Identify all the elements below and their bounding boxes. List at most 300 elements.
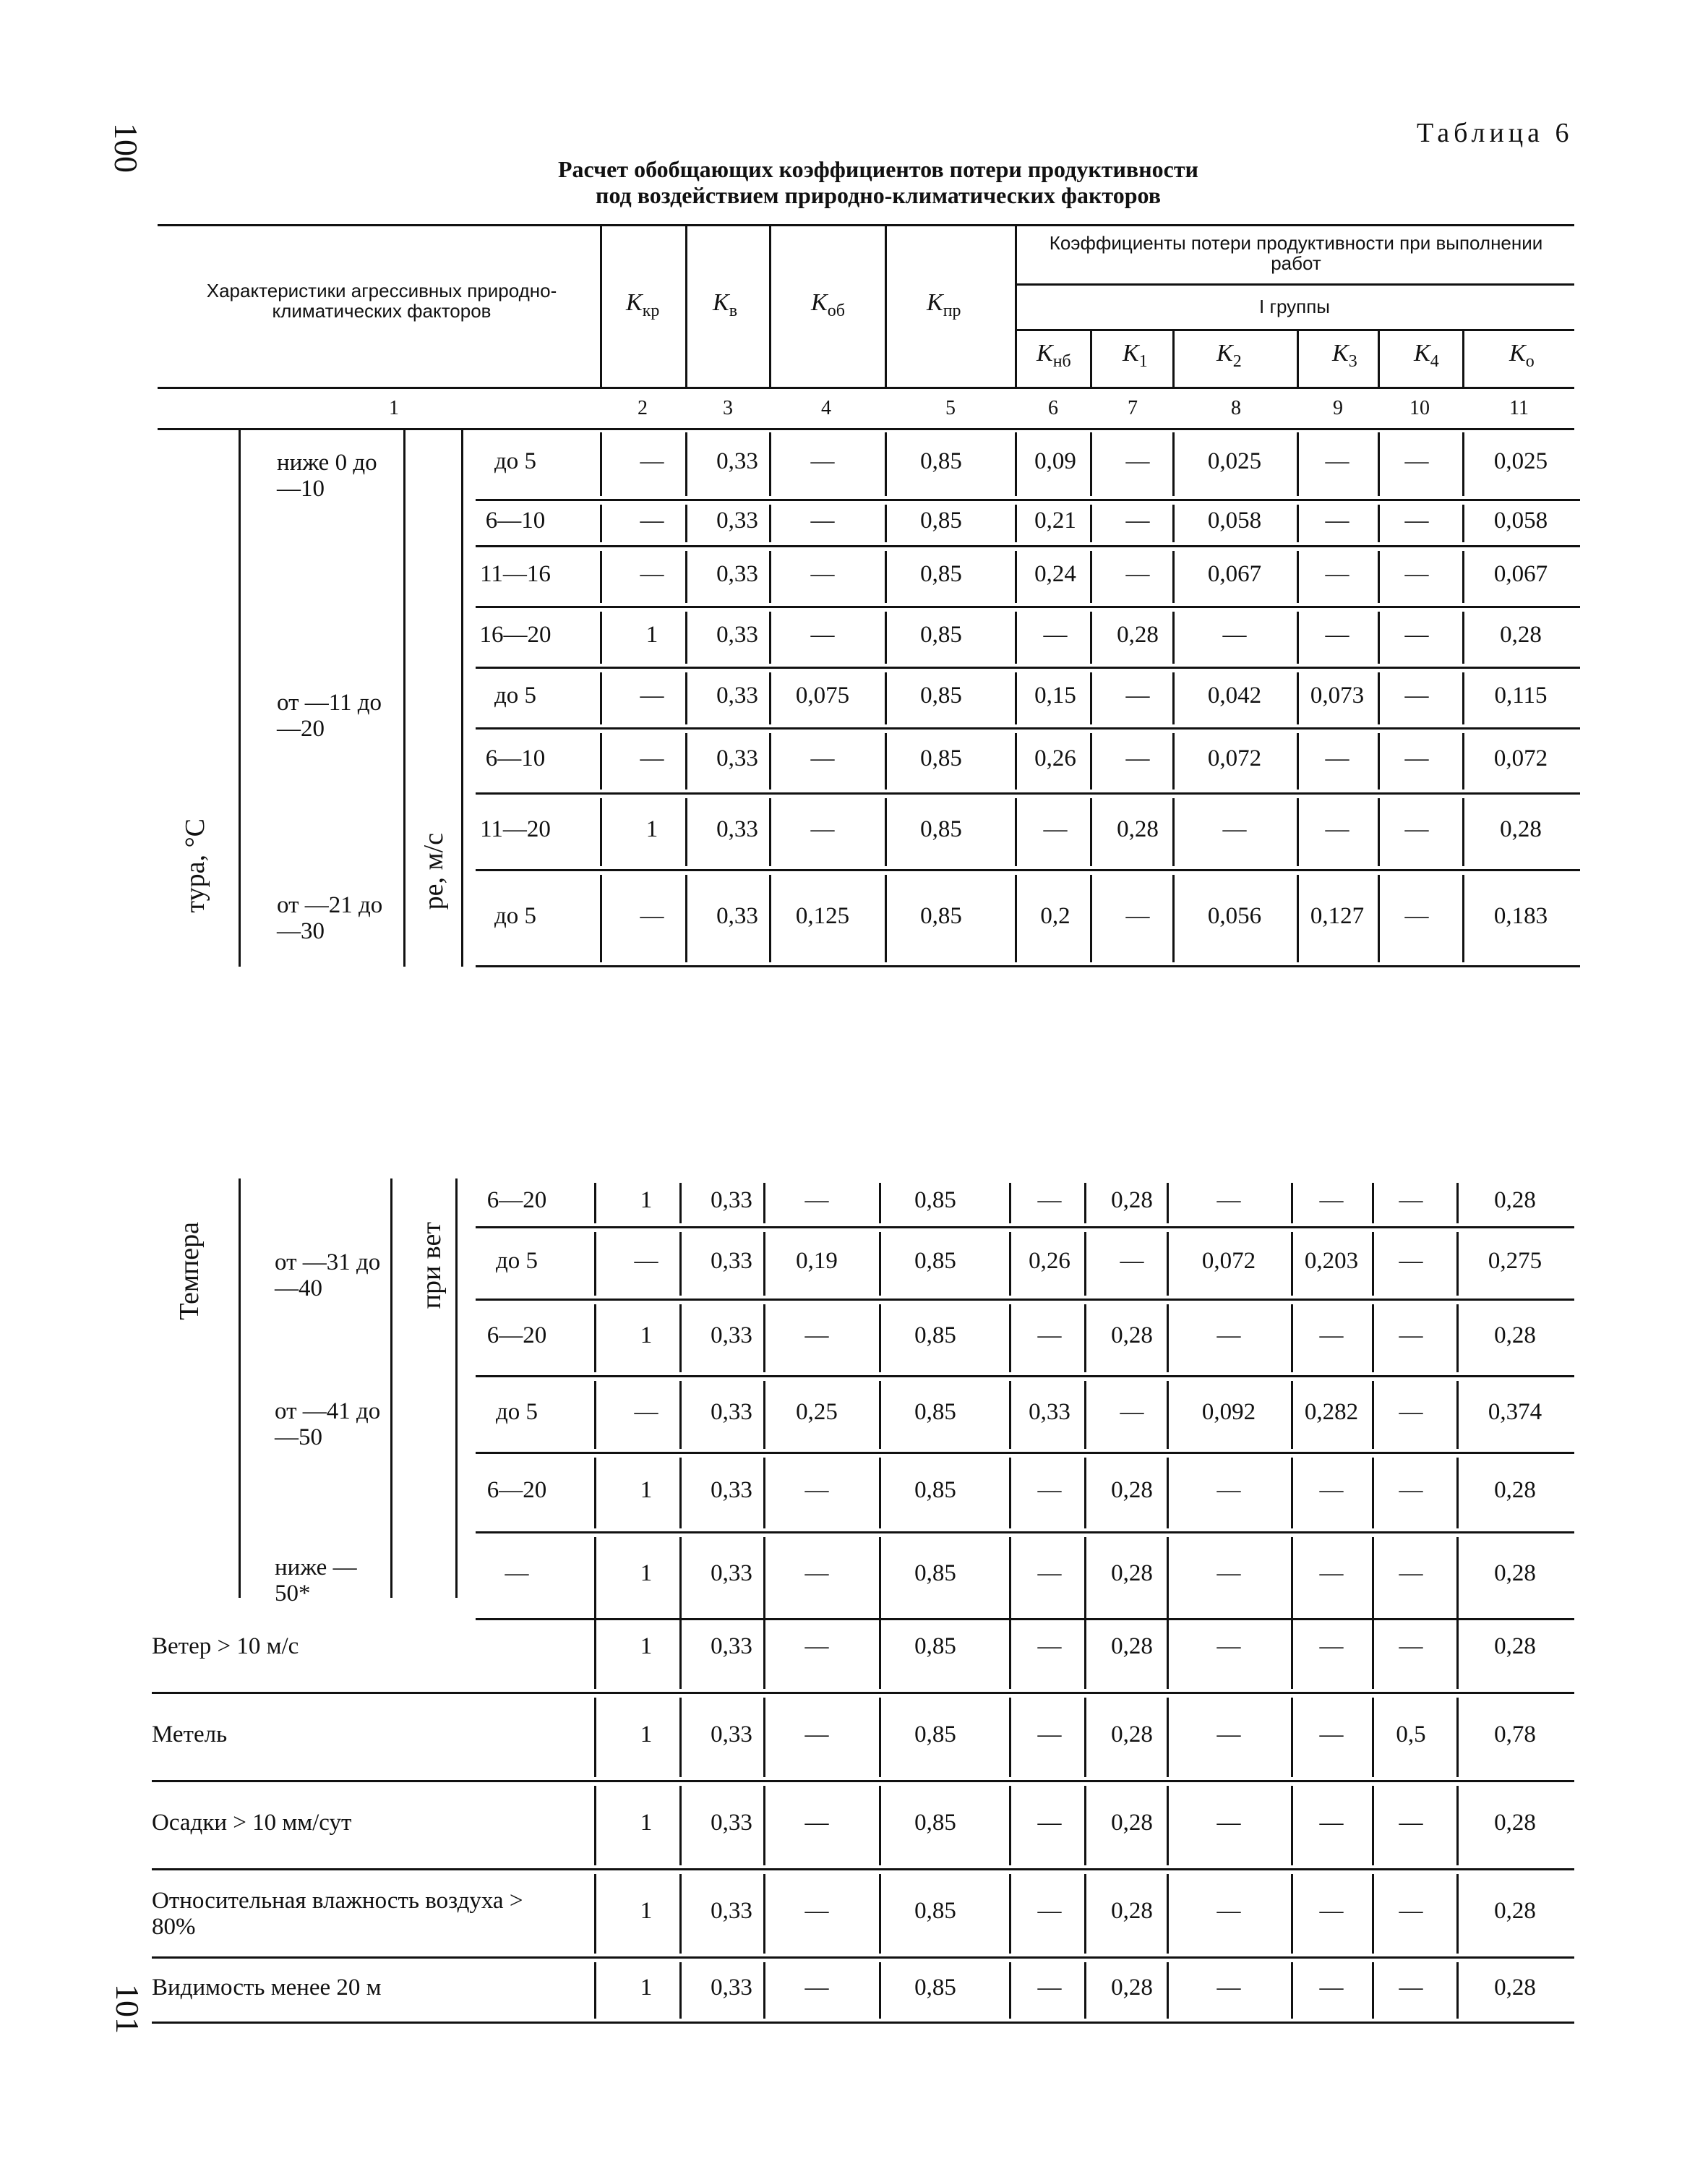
col-num-5: 5 <box>945 397 956 419</box>
value-cell: — <box>1216 1322 1241 1348</box>
table-row <box>152 1453 1574 1533</box>
value-cell: 0,072 <box>1207 745 1262 771</box>
value-cell: 0,85 <box>914 1898 956 1924</box>
value-cell: — <box>640 508 664 534</box>
wind-range: до 5 <box>494 448 537 474</box>
value-cell: — <box>1319 1975 1344 2001</box>
header-k4: $K_4$ <box>1414 340 1439 371</box>
value-cell: 0,85 <box>914 1633 956 1659</box>
table-row <box>158 428 1580 500</box>
column-divider <box>594 1304 596 1372</box>
value-cell: 0,203 <box>1304 1248 1359 1274</box>
side-column-divider <box>239 428 241 967</box>
column-divider <box>879 1609 881 1689</box>
value-cell: — <box>1216 1810 1241 1836</box>
value-cell: — <box>1037 1721 1062 1747</box>
wind-range: 11—20 <box>480 816 551 842</box>
value-cell: 1 <box>640 1975 653 2001</box>
value-cell: — <box>1319 1721 1344 1747</box>
column-divider <box>1015 505 1017 542</box>
wind-range: — <box>505 1560 529 1586</box>
table-row <box>152 1870 1574 1958</box>
value-cell: — <box>1125 745 1150 771</box>
column-divider <box>1291 1609 1293 1689</box>
value-cell: — <box>1319 1633 1344 1659</box>
column-divider <box>1172 432 1175 496</box>
column-divider <box>1291 1232 1293 1296</box>
column-divider <box>1172 798 1175 866</box>
column-divider <box>1084 1458 1086 1528</box>
column-divider <box>879 1183 881 1223</box>
column-divider <box>1372 1304 1374 1372</box>
column-divider <box>1297 612 1299 664</box>
value-cell: 0,025 <box>1207 448 1262 474</box>
wind-range: до 5 <box>494 683 537 709</box>
value-cell: — <box>1399 1477 1423 1503</box>
table-label: Таблица 6 <box>1417 118 1574 148</box>
col-num-2: 2 <box>638 397 648 419</box>
table-row <box>158 607 1580 668</box>
column-divider <box>1009 1609 1011 1689</box>
col-num-11: 11 <box>1509 397 1529 419</box>
page-number-bottom: 101 <box>109 1984 146 2034</box>
value-cell: — <box>1399 1560 1423 1586</box>
column-divider <box>879 1381 881 1449</box>
column-divider <box>600 505 602 542</box>
value-cell: — <box>1222 816 1247 842</box>
value-cell: — <box>1216 1975 1241 2001</box>
value-cell: — <box>1325 448 1349 474</box>
value-cell: 0,025 <box>1493 448 1548 474</box>
wind-range: 16—20 <box>479 622 552 648</box>
table-row <box>158 500 1580 547</box>
column-divider <box>763 1698 765 1777</box>
column-divider <box>1167 1232 1169 1296</box>
value-cell: 1 <box>640 1633 653 1659</box>
column-divider <box>1291 1183 1293 1223</box>
table-row <box>158 870 1580 967</box>
column-divider <box>763 1458 765 1528</box>
value-cell: 0,33 <box>711 1187 752 1213</box>
value-cell: 0,33 <box>716 622 758 648</box>
column-divider <box>1456 1304 1459 1372</box>
column-divider <box>1372 1232 1374 1296</box>
value-cell: 0,28 <box>1111 1477 1153 1503</box>
table-row <box>152 1300 1574 1377</box>
table-title <box>372 156 1384 208</box>
column-divider <box>885 612 887 664</box>
value-cell: 0,28 <box>1111 1187 1153 1213</box>
value-cell: 0,28 <box>1111 1322 1153 1348</box>
column-divider <box>1372 1698 1374 1777</box>
side-column-divider <box>455 1178 458 1598</box>
value-cell: 0,33 <box>711 1975 752 2001</box>
col-num-3: 3 <box>723 397 733 419</box>
value-cell: 0,85 <box>914 1477 956 1503</box>
column-divider <box>600 551 602 603</box>
value-cell: — <box>1399 1187 1423 1213</box>
value-cell: — <box>1037 1633 1062 1659</box>
value-cell: — <box>1319 1810 1344 1836</box>
table-row <box>158 668 1580 742</box>
column-divider <box>879 1698 881 1777</box>
column-divider <box>763 1786 765 1865</box>
value-cell: 0,28 <box>1494 1560 1536 1586</box>
value-cell: — <box>804 1187 829 1213</box>
header-k-pr: $K_{пр}$ <box>927 289 961 320</box>
column-divider <box>1378 672 1380 724</box>
value-cell: — <box>810 561 835 587</box>
column-divider <box>769 505 771 542</box>
column-divider <box>1009 1698 1011 1777</box>
column-divider <box>1090 875 1092 962</box>
header-k-kr: $K_{кр}$ <box>626 289 660 320</box>
table-row <box>152 1377 1574 1453</box>
column-divider <box>769 672 771 724</box>
value-cell: — <box>804 1560 829 1586</box>
column-divider <box>1009 1458 1011 1528</box>
column-divider <box>1456 1786 1459 1865</box>
column-divider <box>594 1183 596 1223</box>
wind-range: 6—10 <box>485 745 546 771</box>
column-divider <box>685 551 687 603</box>
column-divider <box>879 1537 881 1615</box>
column-divider <box>1009 1874 1011 1954</box>
column-divider <box>1090 612 1092 664</box>
value-cell: 0,058 <box>1207 508 1262 534</box>
value-cell: 0,072 <box>1201 1248 1256 1274</box>
value-cell: — <box>1216 1898 1241 1924</box>
column-divider <box>1015 733 1017 790</box>
column-divider <box>1291 1537 1293 1615</box>
wind-range: 6—20 <box>486 1477 547 1503</box>
column-divider <box>1291 1786 1293 1865</box>
column-divider <box>1167 1381 1169 1449</box>
value-cell: — <box>1399 1810 1423 1836</box>
column-divider <box>679 1874 682 1954</box>
row-label: Метель <box>152 1721 228 1747</box>
wind-range: до 5 <box>495 1399 538 1425</box>
col-num-10: 10 <box>1409 397 1430 419</box>
column-divider <box>1372 1609 1374 1689</box>
value-cell: 0,26 <box>1029 1248 1070 1274</box>
value-cell: — <box>1037 1975 1062 2001</box>
column-divider <box>1009 1304 1011 1372</box>
column-divider <box>769 733 771 790</box>
row-label: Ветер > 10 м/с <box>152 1633 299 1659</box>
value-cell: — <box>1216 1477 1241 1503</box>
value-cell: — <box>1125 448 1150 474</box>
value-cell: — <box>1404 561 1429 587</box>
table-row <box>158 547 1580 607</box>
row-label: Осадки > 10 мм/сут <box>152 1810 352 1836</box>
column-divider <box>1378 798 1380 866</box>
value-cell: 0,28 <box>1494 1810 1536 1836</box>
column-divider <box>1090 733 1092 790</box>
value-cell: 0,28 <box>1494 1975 1536 2001</box>
value-cell: 0,33 <box>711 1560 752 1586</box>
table-row <box>152 1958 1574 2023</box>
value-cell: 0,85 <box>920 745 962 771</box>
value-cell: 0,28 <box>1494 1187 1536 1213</box>
value-cell: 0,28 <box>1111 1898 1153 1924</box>
col-num-1: 1 <box>389 397 399 419</box>
value-cell: — <box>804 1721 829 1747</box>
value-cell: — <box>1404 508 1429 534</box>
value-cell: 0,072 <box>1493 745 1548 771</box>
value-cell: — <box>1319 1560 1344 1586</box>
column-divider <box>1456 1381 1459 1449</box>
column-divider <box>1172 733 1175 790</box>
column-divider <box>1372 1786 1374 1865</box>
wind-range: 6—20 <box>486 1187 547 1213</box>
value-cell: 0,85 <box>920 561 962 587</box>
value-cell: — <box>1216 1187 1241 1213</box>
value-cell: — <box>640 745 664 771</box>
column-divider <box>594 1381 596 1449</box>
column-divider <box>879 1786 881 1865</box>
column-divider <box>1167 1609 1169 1689</box>
column-divider <box>1456 1698 1459 1777</box>
value-cell: 0,33 <box>711 1322 752 1348</box>
column-divider <box>1084 1381 1086 1449</box>
value-cell: 0,33 <box>711 1898 752 1924</box>
value-cell: 0,33 <box>716 683 758 709</box>
column-divider <box>1172 875 1175 962</box>
column-divider <box>1462 432 1464 496</box>
value-cell: 0,374 <box>1488 1399 1542 1425</box>
column-divider <box>1297 875 1299 962</box>
column-divider <box>1297 798 1299 866</box>
column-divider <box>600 733 602 790</box>
column-divider <box>685 875 687 962</box>
table-row <box>152 1605 1574 1693</box>
column-divider <box>679 1304 682 1372</box>
value-cell: 0,28 <box>1111 1721 1153 1747</box>
value-cell: 0,183 <box>1493 902 1548 929</box>
column-divider <box>1372 1183 1374 1223</box>
column-divider <box>769 875 771 962</box>
value-cell: — <box>804 1633 829 1659</box>
value-cell: 0,33 <box>711 1399 752 1425</box>
column-divider <box>1167 1698 1169 1777</box>
column-divider <box>594 1786 596 1865</box>
value-cell: — <box>634 1399 658 1425</box>
column-divider <box>885 551 887 603</box>
value-cell: — <box>1037 1187 1062 1213</box>
value-cell: 0,282 <box>1304 1399 1359 1425</box>
column-divider <box>1090 798 1092 866</box>
column-divider <box>1456 1537 1459 1615</box>
header-characteristics: Характеристики агрессивных природно-климатических факторов <box>206 280 557 322</box>
value-cell: 0,33 <box>716 561 758 587</box>
column-divider <box>594 1874 596 1954</box>
column-divider <box>685 505 687 542</box>
value-cell: 0,85 <box>920 508 962 534</box>
column-divider <box>1297 432 1299 496</box>
value-cell: 0,15 <box>1034 683 1076 709</box>
column-divider <box>1084 1183 1086 1223</box>
value-cell: 0,33 <box>716 508 758 534</box>
value-cell: — <box>1399 1898 1423 1924</box>
column-divider <box>1009 1537 1011 1615</box>
value-cell: 0,33 <box>716 902 758 929</box>
column-divider <box>1167 1183 1169 1223</box>
value-cell: 1 <box>640 1898 653 1924</box>
column-numbers <box>158 394 1574 429</box>
value-cell: 0,067 <box>1207 561 1262 587</box>
value-cell: — <box>1216 1633 1241 1659</box>
value-cell: — <box>1399 1399 1423 1425</box>
value-cell: 0,33 <box>711 1633 752 1659</box>
value-cell: 0,85 <box>914 1187 956 1213</box>
column-divider <box>763 1537 765 1615</box>
value-cell: — <box>1399 1633 1423 1659</box>
value-cell: 0,28 <box>1111 1975 1153 2001</box>
column-divider <box>1456 1609 1459 1689</box>
value-cell: 0,25 <box>796 1399 838 1425</box>
column-divider <box>600 798 602 866</box>
value-cell: 0,056 <box>1207 902 1262 929</box>
value-cell: 0,275 <box>1488 1248 1542 1274</box>
value-cell: 0,85 <box>914 1975 956 2001</box>
column-divider <box>594 1962 596 2019</box>
column-divider <box>1462 733 1464 790</box>
value-cell: — <box>1125 683 1150 709</box>
column-divider <box>1456 1874 1459 1954</box>
value-cell: 0,85 <box>914 1721 956 1747</box>
table-row <box>152 1228 1574 1300</box>
value-cell: 0,28 <box>1494 1633 1536 1659</box>
column-divider <box>885 432 887 496</box>
header-k2: $K_2$ <box>1216 340 1242 371</box>
value-cell: — <box>1404 745 1429 771</box>
value-cell: — <box>1404 448 1429 474</box>
column-divider <box>1372 1381 1374 1449</box>
column-divider <box>685 672 687 724</box>
value-cell: — <box>1125 561 1150 587</box>
column-divider <box>1456 1458 1459 1528</box>
column-divider <box>1456 1962 1459 2019</box>
value-cell: 0,28 <box>1494 1898 1536 1924</box>
row-divider <box>476 965 1580 967</box>
value-cell: 0,85 <box>914 1322 956 1348</box>
column-divider <box>1372 1962 1374 2019</box>
column-divider <box>1090 432 1092 496</box>
column-divider <box>594 1232 596 1296</box>
value-cell: 1 <box>640 1187 653 1213</box>
value-cell: 1 <box>645 816 658 842</box>
column-divider <box>1167 1874 1169 1954</box>
column-divider <box>1167 1962 1169 2019</box>
column-divider <box>1291 1698 1293 1777</box>
value-cell: — <box>810 448 835 474</box>
temperature-range: ниже —50* <box>275 1554 357 1607</box>
value-cell: 0,33 <box>716 448 758 474</box>
column-divider <box>679 1786 682 1865</box>
value-cell: — <box>1404 683 1429 709</box>
value-cell: — <box>1325 745 1349 771</box>
column-divider <box>679 1458 682 1528</box>
table-row <box>158 729 1580 794</box>
column-divider <box>763 1304 765 1372</box>
column-divider <box>1084 1304 1086 1372</box>
temperature-range: ниже 0 до —10 <box>277 450 377 502</box>
value-cell: 0,78 <box>1494 1721 1536 1747</box>
column-divider <box>1462 612 1464 664</box>
value-cell: — <box>1222 622 1247 648</box>
column-divider <box>885 672 887 724</box>
value-cell: 0,33 <box>711 1721 752 1747</box>
value-cell: 0,33 <box>1029 1399 1070 1425</box>
value-cell: 0,33 <box>711 1810 752 1836</box>
value-cell: — <box>1325 508 1349 534</box>
column-divider <box>1378 551 1380 603</box>
column-divider <box>879 1458 881 1528</box>
column-divider <box>1084 1609 1086 1689</box>
side-label-wind-1: ре, м/с <box>419 833 449 910</box>
value-cell: — <box>810 816 835 842</box>
column-divider <box>679 1698 682 1777</box>
column-divider <box>1084 1537 1086 1615</box>
column-divider <box>1172 551 1175 603</box>
column-divider <box>1372 1874 1374 1954</box>
column-divider <box>1462 505 1464 542</box>
value-cell: 0,067 <box>1493 561 1548 587</box>
value-cell: 0,85 <box>914 1248 956 1274</box>
column-divider <box>600 612 602 664</box>
column-divider <box>763 1874 765 1954</box>
value-cell: — <box>1404 622 1429 648</box>
value-cell: 0,33 <box>711 1248 752 1274</box>
column-divider <box>1291 1962 1293 2019</box>
value-cell: — <box>1404 816 1429 842</box>
value-cell: 0,85 <box>920 902 962 929</box>
header-k-nb: $K_{нб}$ <box>1037 340 1071 371</box>
header-k-v: $K_в$ <box>713 289 738 320</box>
col-num-4: 4 <box>821 397 831 419</box>
value-cell: 0,28 <box>1500 816 1542 842</box>
table-row <box>152 1178 1574 1228</box>
value-cell: 0,28 <box>1111 1633 1153 1659</box>
value-cell: — <box>1325 622 1349 648</box>
value-cell: — <box>810 508 835 534</box>
column-divider <box>885 875 887 962</box>
value-cell: 0,33 <box>711 1477 752 1503</box>
column-divider <box>1378 505 1380 542</box>
value-cell: 1 <box>640 1322 653 1348</box>
value-cell: 0,85 <box>914 1810 956 1836</box>
value-cell: 0,042 <box>1207 683 1262 709</box>
column-divider <box>1167 1304 1169 1372</box>
column-divider <box>1084 1874 1086 1954</box>
wind-range: до 5 <box>494 902 537 929</box>
column-divider <box>1297 551 1299 603</box>
side-column-divider <box>239 1178 241 1598</box>
column-divider <box>1462 875 1464 962</box>
col-num-7: 7 <box>1128 397 1138 419</box>
value-cell: 0,33 <box>716 816 758 842</box>
column-divider <box>879 1304 881 1372</box>
row-label: Видимость менее 20 м <box>152 1975 382 2001</box>
title-line-2: под воздействием природно-климатических факторов <box>596 182 1161 208</box>
row-label: Относительная влажность воздуха > 80% <box>152 1888 523 1940</box>
column-divider <box>1090 672 1092 724</box>
column-divider <box>685 432 687 496</box>
value-cell: 1 <box>640 1560 653 1586</box>
value-cell: 0,09 <box>1034 448 1076 474</box>
column-divider <box>1015 672 1017 724</box>
